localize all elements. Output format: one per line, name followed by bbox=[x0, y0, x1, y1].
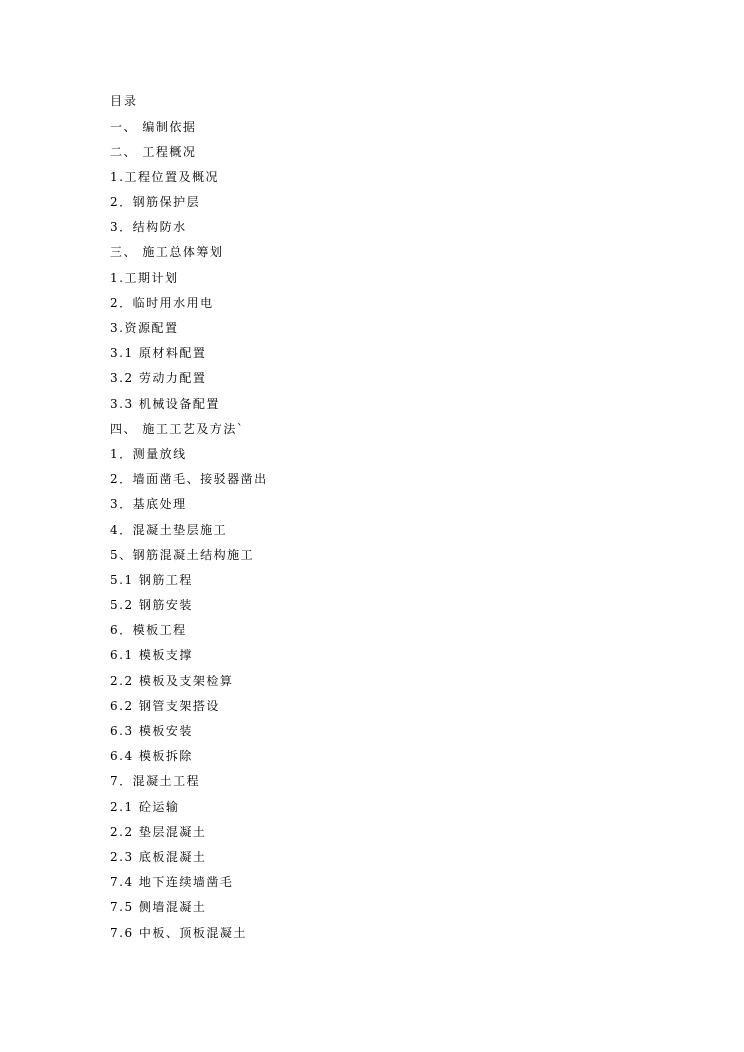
toc-item: 2．临时用水用电 bbox=[110, 295, 214, 310]
toc-item: 3．结构防水 bbox=[110, 220, 187, 235]
toc-item: 1.工期计划 bbox=[110, 270, 179, 285]
toc-item: 5、钢筋混凝土结构施工 bbox=[110, 547, 255, 562]
toc-item: 3.资源配置 bbox=[110, 321, 179, 335]
toc-item: 6.4 模板拆除 bbox=[110, 749, 193, 764]
toc-item: 6.3 模板安装 bbox=[110, 724, 193, 738]
toc-item: 7.4 地下连续墙凿毛 bbox=[110, 875, 234, 890]
toc-item: 1．测量放线 bbox=[110, 446, 187, 461]
toc-item: 6.2 钢管支架搭设 bbox=[110, 698, 220, 713]
toc-item: 5.2 钢筋安装 bbox=[110, 598, 193, 613]
toc-item: 二、 工程概况 bbox=[110, 144, 197, 159]
toc-item: 3．基底处理 bbox=[110, 497, 187, 512]
toc-item: 3.2 劳动力配置 bbox=[110, 371, 207, 386]
toc-item: 6.1 模板支撑 bbox=[110, 648, 193, 663]
toc-item: 2．墙面凿毛、接驳器凿出 bbox=[110, 472, 268, 487]
toc-item: 2.1 砼运输 bbox=[110, 799, 180, 814]
toc-item: 6．模板工程 bbox=[110, 623, 187, 638]
toc-item: 4．混凝土垫层施工 bbox=[110, 522, 228, 537]
toc-item: 7．混凝土工程 bbox=[110, 774, 201, 789]
toc-item: 四、 施工工艺及方法` bbox=[110, 421, 245, 436]
toc-item: 三、 施工总体筹划 bbox=[110, 245, 224, 260]
toc-item: 3.1 原材料配置 bbox=[110, 346, 207, 361]
toc-item: 1.工程位置及概况 bbox=[110, 169, 219, 184]
toc-item: 3.3 机械设备配置 bbox=[110, 396, 220, 411]
toc-item: 2.2 模板及支架检算 bbox=[110, 673, 234, 688]
toc-item: 2.3 底板混凝土 bbox=[110, 849, 207, 864]
toc-title: 目录 bbox=[110, 94, 139, 108]
toc-item: 5.1 钢筋工程 bbox=[110, 572, 193, 587]
toc-item: 一、 编制依据 bbox=[110, 119, 197, 134]
toc-item: 2．钢筋保护层 bbox=[110, 195, 201, 210]
toc-item: 7.6 中板、顶板混凝土 bbox=[110, 925, 247, 940]
toc-item: 7.5 侧墙混凝土 bbox=[110, 900, 207, 915]
toc-item: 2.2 垫层混凝土 bbox=[110, 824, 207, 839]
toc-list bbox=[110, 119, 268, 950]
